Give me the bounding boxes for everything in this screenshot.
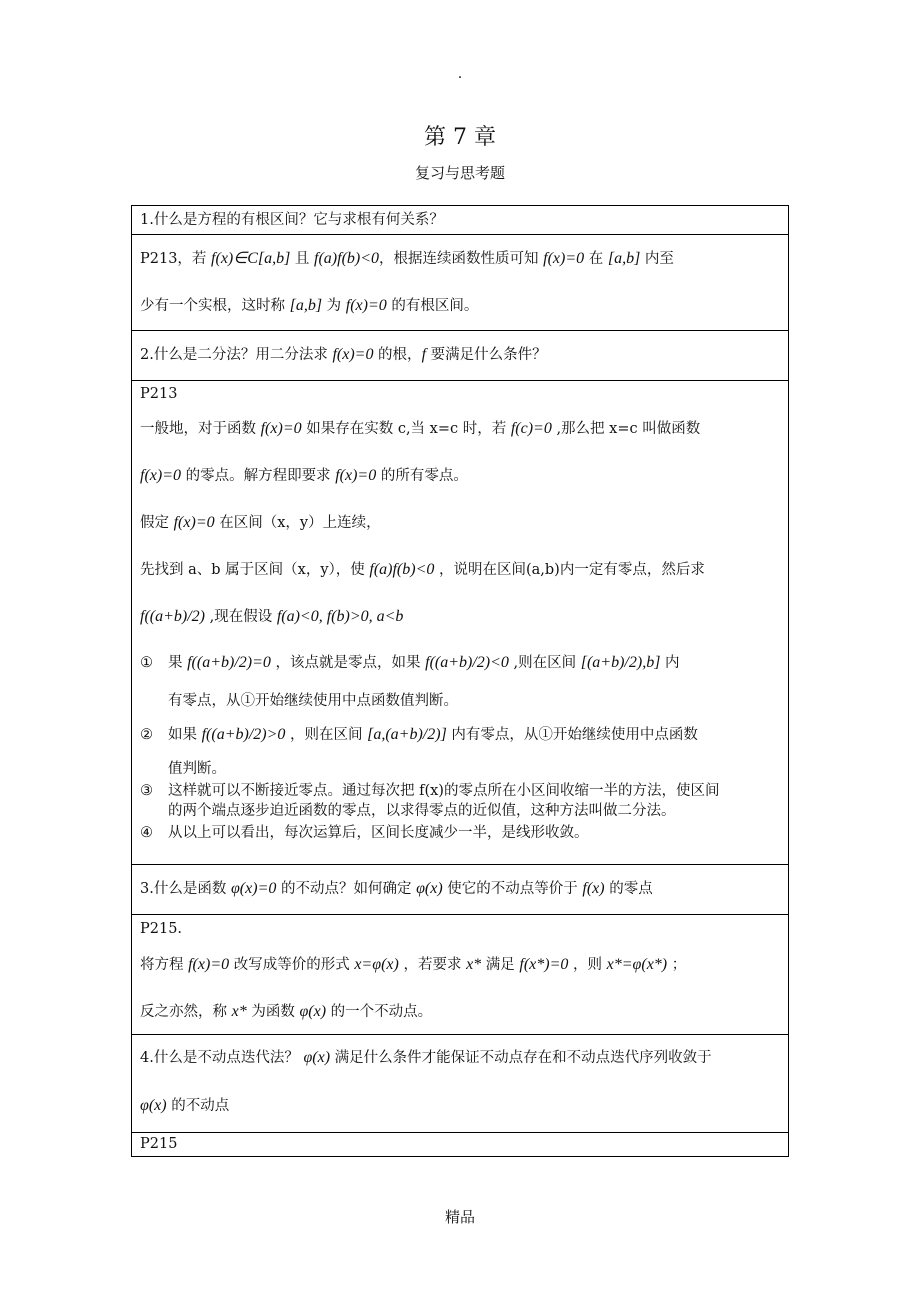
- text: 值判断。: [168, 761, 226, 777]
- q2-question: [132, 331, 788, 381]
- q2-p1: [140, 419, 780, 439]
- text: 2.什么是二分法？用二分法求: [140, 347, 333, 363]
- item-number: ④: [140, 825, 153, 841]
- q2-p4: [140, 560, 780, 580]
- text: 使它的不动点等价于: [442, 881, 583, 897]
- math: φ(x)=0: [230, 880, 277, 897]
- text: 4.什么是不动点迭代法？: [140, 1050, 304, 1066]
- math: f(x)=0: [188, 956, 230, 973]
- item-number: ③: [140, 783, 153, 799]
- text: 在: [584, 251, 608, 267]
- text: 的不动点？如何确定: [276, 881, 417, 897]
- math: f: [421, 346, 427, 363]
- text: ，该点就是零点，如果: [270, 655, 426, 671]
- header-dot: .: [457, 66, 463, 82]
- text: 满足什么条件才能保证不动点存在和不动点迭代序列收敛于: [330, 1050, 712, 1066]
- page-ref: P215: [140, 1136, 178, 1152]
- q1-answer-line-1: [140, 249, 780, 269]
- math: φ(x): [303, 1049, 331, 1066]
- math: x=φ(x): [354, 956, 399, 973]
- q3-question-text: [140, 879, 780, 899]
- math: x*: [231, 1003, 247, 1020]
- qa-table: [131, 205, 789, 1157]
- math: f(a)f(b)<0: [369, 561, 435, 578]
- page-ref: P213: [140, 386, 178, 402]
- text: 如果存在实数 c,当 x=c 时，若: [301, 421, 511, 437]
- text: 先找到 a、b 属于区间（x，y），使: [140, 562, 370, 578]
- item-number: ②: [140, 727, 153, 743]
- math: [a,(a+b)/2)]: [367, 726, 447, 743]
- text: 从以上可以看出，每次运算后，区间长度减少一半，是线形收敛。: [168, 825, 589, 841]
- q3-p2: [140, 1002, 780, 1022]
- text: 的两个端点逐步迫近函数的零点，以求得零点的近似值，这种方法叫做二分法。: [168, 803, 676, 819]
- text: 的不动点: [166, 1098, 230, 1114]
- q3-p1: [140, 955, 780, 975]
- q2-p5: [140, 607, 780, 627]
- q2-item-2: [140, 725, 780, 779]
- math: φ(x): [416, 880, 443, 897]
- math: f((a+b)/2)<0: [425, 654, 509, 671]
- math: [a,b]: [289, 297, 323, 314]
- q2-item-1: [140, 653, 780, 711]
- q1-question-text: 1.什么是方程的有根区间？它与求根有何关系？: [140, 212, 444, 228]
- text: 的所有零点。: [376, 468, 468, 484]
- text: ，则: [568, 957, 607, 973]
- math: f((a+b)/2)>0: [201, 726, 286, 743]
- item-number: ①: [140, 655, 153, 671]
- chapter-title: 第 7 章: [424, 125, 496, 150]
- q2-answer: [132, 381, 788, 865]
- text: 满足: [481, 957, 520, 973]
- math: f(x*)=0: [519, 956, 569, 973]
- page-ref: P215.: [140, 921, 183, 937]
- text: ,现在假设: [205, 609, 277, 625]
- math: f(x)=0: [335, 467, 377, 484]
- text: 假定: [140, 515, 174, 531]
- item-text: [168, 725, 780, 779]
- math: f(x)=0: [332, 346, 374, 363]
- text: 反之亦然，称: [140, 1004, 232, 1020]
- math: x*: [466, 956, 482, 973]
- math: x*=φ(x*): [606, 956, 668, 973]
- footer-label: 精品: [444, 1208, 475, 1226]
- text: 的零点。解方程即要求: [181, 468, 336, 484]
- q3-question: [132, 865, 788, 915]
- text: 有零点，从①开始继续使用中点函数值判断。: [168, 693, 458, 709]
- text: 少有一个实根，这时称: [140, 298, 290, 314]
- text: 为函数: [246, 1004, 300, 1020]
- text: 内有零点，从①开始继续使用中点函数: [446, 727, 698, 743]
- text: ；: [667, 957, 687, 973]
- text: ，说明在区间(a,b)内一定有零点，然后求: [434, 562, 705, 578]
- math: f(x)=0: [173, 514, 215, 531]
- math: f(x): [582, 880, 605, 897]
- text: 将方程: [140, 957, 189, 973]
- item-text: [168, 653, 780, 711]
- item-text: [168, 781, 780, 821]
- text: 的根，: [373, 347, 422, 363]
- subtitle: 复习与思考题: [414, 164, 505, 182]
- text: 一般地，对于函数: [140, 421, 261, 437]
- q2-p2: [140, 466, 780, 486]
- math: φ(x): [140, 1097, 167, 1114]
- math: f(x)=0: [140, 467, 181, 484]
- text: 的零点: [604, 881, 653, 897]
- q1-question: [132, 206, 788, 235]
- item-text: [168, 823, 780, 843]
- text: ,则在区间: [508, 655, 581, 671]
- text: 内: [660, 655, 680, 671]
- text: ，若要求: [398, 957, 467, 973]
- text: 为: [322, 298, 346, 314]
- math: φ(x): [299, 1003, 327, 1020]
- q2-item-4: [140, 823, 780, 843]
- math: f((a+b)/2): [140, 608, 205, 625]
- math: f(c)=0: [510, 420, 552, 437]
- math: f(x)=0: [260, 420, 302, 437]
- q2-item-3: [140, 781, 780, 821]
- text: 且: [290, 251, 315, 267]
- text: ,那么把 x=c 叫做函数: [551, 421, 701, 437]
- text: 在区间（x，y）上连续，: [214, 515, 381, 531]
- text: 这样就可以不断接近零点。通过每次把 f(x)的零点所在小区间收缩一半的方法，使区间: [168, 783, 720, 799]
- text: ，根据连续函数性质可知: [379, 251, 544, 267]
- math: f((a+b)/2)=0: [187, 654, 271, 671]
- math: f(x)=0: [345, 297, 387, 314]
- math: [(a+b)/2),b]: [580, 654, 661, 671]
- math: f(a)<0, f(b)>0, a<b: [276, 608, 404, 625]
- math: f(x)=0: [543, 250, 585, 267]
- text: 内至: [640, 251, 674, 267]
- text: 要满足什么条件？: [426, 347, 547, 363]
- text: 的有根区间。: [386, 298, 479, 314]
- q2-p3: [140, 513, 780, 533]
- text: 果: [168, 655, 188, 671]
- text: ，则在区间: [285, 727, 368, 743]
- text: 的一个不动点。: [326, 1004, 433, 1020]
- q3-answer: [132, 915, 788, 1035]
- text: 3.什么是函数: [140, 881, 231, 897]
- q1-answer: [132, 235, 788, 331]
- text: 改写成等价的形式: [229, 957, 355, 973]
- q1-answer-line-2: [140, 296, 780, 316]
- math: f(a)f(b)<0: [314, 250, 380, 267]
- q2-question-text: [140, 345, 780, 365]
- math: f(x)∈C[a,b]: [211, 250, 291, 267]
- q4-question: [132, 1035, 788, 1133]
- text: P213，若: [140, 251, 212, 267]
- q4-question-line-1: [140, 1048, 780, 1068]
- q4-answer: [132, 1133, 788, 1156]
- math: [a,b]: [607, 250, 641, 267]
- text: 如果: [168, 727, 202, 743]
- q4-question-line-2: [140, 1096, 780, 1116]
